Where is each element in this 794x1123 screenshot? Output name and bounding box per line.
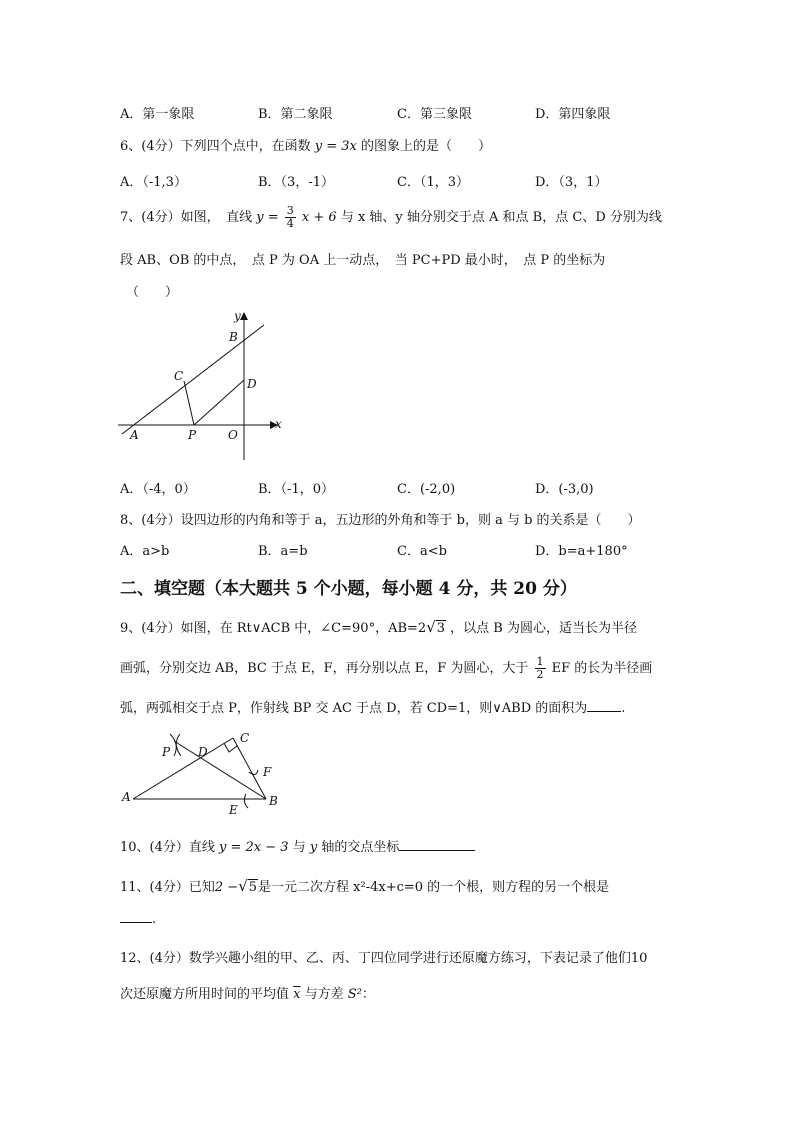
q9-figure — [118, 726, 288, 818]
q7-stem-line2: 段 AB、OB 的中点， 点 P 为 OA 上一动点， 当 PC+PD 最小时， 点 P 的坐标为 — [120, 253, 606, 268]
q7-frac-den: 4 — [286, 217, 294, 230]
q9-line3 — [120, 697, 625, 716]
q9-label-b: B — [269, 794, 278, 808]
q9-label-f: F — [263, 765, 272, 779]
q5-option-b: B．第二象限 — [258, 107, 333, 122]
q7-option-b: B．（-1，0） — [258, 482, 334, 497]
q9-label-d: D — [198, 745, 208, 759]
q7-segment-pd — [194, 380, 244, 425]
q6-option-b: B．（3，-1） — [258, 175, 334, 190]
q7-stem-b: 与 x 轴、y 轴分别交于点 A 和点 B，点 C、D 分别为线 — [340, 210, 662, 225]
q7-y-arrow — [240, 312, 248, 320]
q9-line1: 9、(4分）如图，在 Rt∨ACB 中，∠C=90°，AB=2√3 ，以点 B 为圆心，适当长为半径 — [120, 618, 637, 636]
q7-func-y: y = — [256, 210, 279, 225]
q6-option-d: D．（3，1） — [535, 175, 608, 190]
q10-stem-c: 轴的交点坐标 — [321, 840, 400, 855]
q7-label-d: D — [247, 377, 257, 391]
q9-ray-bp — [174, 741, 266, 799]
q9-frac-den: 2 — [536, 668, 544, 681]
q7-figure — [118, 308, 288, 463]
q6-stem-before: 6、(4分）下列四个点中，在函数 — [120, 139, 311, 154]
q5-option-a: A．第一象限 — [120, 107, 195, 122]
q9-frac-num: 1 — [536, 655, 544, 668]
q7-fraction — [285, 205, 296, 230]
q9-arc-p1 — [170, 734, 176, 756]
q12-line2-c: ： — [361, 987, 375, 1002]
q7-option-d: D．(-3,0) — [535, 482, 594, 497]
q8-option-b: B．a=b — [258, 544, 308, 559]
q6-function: y = 3x — [314, 139, 357, 154]
q7-label-c: C — [174, 369, 184, 383]
q6-stem-after: 的图象上的是（ ） — [361, 139, 492, 154]
q7-stem-a: 7、(4分）如图， 直线 — [120, 210, 253, 225]
q12-line2-b: 与方差 — [304, 987, 344, 1002]
q7-label-x: x — [275, 417, 282, 431]
q10-answer-blank[interactable] — [399, 849, 475, 851]
q7-segment-pc — [184, 381, 194, 425]
q12-line2-a: 次还原魔方所用时间的平均值 — [120, 987, 290, 1002]
q9-label-c: C — [240, 731, 250, 745]
q11-stem-b: 是一元二次方程 x²-4x+c=0 的一个根，则方程的另一个根是 — [258, 880, 610, 895]
q7-label-a: A — [130, 428, 139, 442]
q12-line1: 12、(4分）数学兴趣小组的甲、乙、丙、丁四位同学进行还原魔方练习，下表记录了他们10 — [120, 951, 648, 966]
q7-option-c: C．(-2,0) — [397, 482, 456, 497]
q12-xbar: $\overline{x}$ — [293, 987, 301, 1002]
q5-option-c: C．第三象限 — [397, 107, 472, 122]
q8-option-c: C．a<b — [397, 544, 447, 559]
q7-stem-line3: （ ） — [126, 285, 179, 300]
q10-stem-a: 10、(4分）直线 — [120, 840, 215, 855]
q11-line2 — [120, 912, 156, 927]
q11-line1: 11、(4分）已知2 −√5是一元二次方程 x²-4x+c=0 的一个根，则方程的另一个根是 — [120, 877, 610, 895]
q9-line3-text: 弧，两弧相交于点 P，作射线 BP 交 AC 于点 D，若 CD=1，则∨ABD 的面积为 — [120, 701, 588, 716]
section-2-title: 二、填空题（本大题共 5 个小题，每小题 4 分，共 20 分） — [120, 579, 577, 599]
q9-line2-a: 画弧，分别交边 AB，BC 于点 E，F，再分别以点 E，F 为圆心，大于 — [120, 661, 529, 676]
q7-label-y: y — [234, 309, 241, 323]
q12-line2 — [120, 983, 375, 1002]
q9-arc-e — [244, 794, 248, 808]
q10-y-var: y — [309, 840, 318, 855]
q8-stem: 8、(4分）设四边形的内角和等于 a，五边形的外角和等于 b，则 a 与 b 的关系是（ ） — [120, 513, 641, 528]
q11-stem-a: 11、(4分）已知 — [120, 880, 215, 895]
q12-s-squared: S² — [347, 987, 362, 1002]
q7-label-b: B — [229, 330, 238, 344]
q9-sqrt-value: 3 — [436, 621, 446, 636]
q7-option-a: A．（-4，0） — [120, 482, 196, 497]
q7-line-ab — [122, 325, 264, 434]
q10-stem — [120, 836, 475, 855]
q5-option-d: D．第四象限 — [535, 107, 611, 122]
q9-label-e: E — [229, 803, 238, 817]
q9-line1-a: 9、(4分）如图，在 Rt∨ACB 中，∠C=90°，AB=2 — [120, 621, 427, 636]
q9-line2 — [120, 656, 652, 681]
q9-label-p: P — [162, 745, 171, 759]
q9-fraction — [535, 656, 546, 681]
q6-option-c: C．（1，3） — [397, 175, 469, 190]
q11-expr-sqrt: 5 — [248, 880, 258, 895]
q6-option-a: A．（-1,3） — [120, 175, 187, 190]
q7-label-o: O — [228, 428, 238, 442]
q7-label-p: P — [188, 428, 197, 442]
q9-line2-b: EF 的长为半径画 — [551, 661, 653, 676]
q11-answer-blank[interactable] — [120, 921, 152, 923]
q11-expr-a: 2 − — [214, 880, 239, 895]
q9-side-cb — [233, 738, 266, 799]
q9-line1-b: ，以点 B 为圆心，适当长为半径 — [450, 621, 637, 636]
q8-option-d: D．b=a+180° — [535, 544, 628, 559]
q7-stem-line1 — [120, 205, 662, 230]
q7-func-tail: x + 6 — [301, 210, 337, 225]
q9-line3-end: . — [621, 701, 626, 716]
q10-function: y = 2x − 3 — [219, 840, 289, 855]
q9-label-a: A — [122, 790, 131, 804]
q6-stem — [120, 135, 491, 154]
q7-frac-num: 3 — [286, 204, 294, 217]
q11-line2-end: . — [152, 912, 157, 927]
q10-stem-b: 与 — [292, 840, 306, 855]
q9-answer-blank[interactable] — [587, 710, 621, 712]
q9-right-angle-mark — [224, 743, 237, 752]
q8-option-a: A．a>b — [120, 544, 170, 559]
